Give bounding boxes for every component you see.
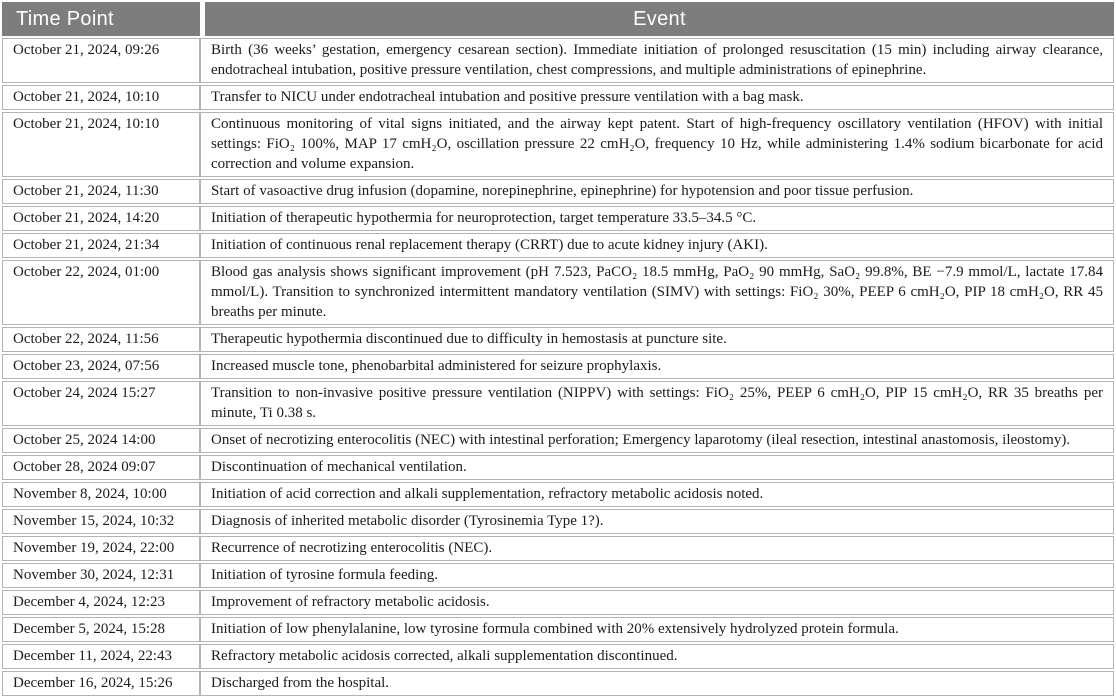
table-row <box>2 85 1114 110</box>
table-row <box>2 179 1114 204</box>
event-cell: Birth (36 weeks’ gestation, emergency cesarean section). Immediate initiation of prolonged resuscitation (15 min) including airway clearance, endotracheal intubation, positive pressure ventilation, chest compressions, and multiple administrations of epinephrine. <box>200 38 1114 83</box>
time-point-cell: October 21, 2024, 14:20 <box>2 206 200 231</box>
time-point-cell: November 15, 2024, 10:32 <box>2 509 200 534</box>
time-point-cell: November 30, 2024, 12:31 <box>2 563 200 588</box>
table-row <box>2 206 1114 231</box>
event-cell: Discontinuation of mechanical ventilation. <box>200 455 1114 480</box>
event-cell: Recurrence of necrotizing enterocolitis (NEC). <box>200 536 1114 561</box>
table-row <box>2 482 1114 507</box>
event-cell: Continuous monitoring of vital signs initiated, and the airway kept patent. Start of high-frequency oscillatory ventilation (HFOV) with initial settings: FiO₂ 100%, MAP 17 cmH₂O, oscillation pressure 22 cmH₂O, frequency 10 Hz, while administering 1.4% sodium bicarbonate for acid correction and volume expansion. <box>200 112 1114 177</box>
time-point-cell: December 11, 2024, 22:43 <box>2 644 200 669</box>
table-row <box>2 509 1114 534</box>
events-timeline-table <box>2 0 1114 698</box>
time-point-cell: October 23, 2024, 07:56 <box>2 354 200 379</box>
event-cell: Initiation of low phenylalanine, low tyrosine formula combined with 20% extensively hydrolyzed protein formula. <box>200 617 1114 642</box>
table-body <box>2 38 1114 696</box>
table-row <box>2 590 1114 615</box>
event-cell: Initiation of tyrosine formula feeding. <box>200 563 1114 588</box>
time-point-cell: October 28, 2024 09:07 <box>2 455 200 480</box>
event-cell: Therapeutic hypothermia discontinued due to difficulty in hemostasis at puncture site. <box>200 327 1114 352</box>
time-point-cell: October 21, 2024, 10:10 <box>2 85 200 110</box>
table-row <box>2 617 1114 642</box>
table-row <box>2 644 1114 669</box>
event-cell: Blood gas analysis shows significant improvement (pH 7.523, PaCO₂ 18.5 mmHg, PaO₂ 90 mmHg, SaO₂ 99.8%, BE −7.9 mmol/L, lactate 17.84 mmol/L). Transition to synchronized intermittent mandatory ventilation (SIMV) with settings: FiO₂ 30%, PEEP 6 cmH₂O, PIP 18 cmH₂O, RR 45 breaths per minute. <box>200 260 1114 325</box>
table-row <box>2 112 1114 177</box>
event-cell: Initiation of continuous renal replacement therapy (CRRT) due to acute kidney injury (AKI). <box>200 233 1114 258</box>
time-point-cell: December 4, 2024, 12:23 <box>2 590 200 615</box>
event-cell: Discharged from the hospital. <box>200 671 1114 696</box>
table-row <box>2 428 1114 453</box>
table-row <box>2 233 1114 258</box>
event-cell: Initiation of acid correction and alkali supplementation, refractory metabolic acidosis noted. <box>200 482 1114 507</box>
event-cell: Improvement of refractory metabolic acidosis. <box>200 590 1114 615</box>
time-point-cell: November 19, 2024, 22:00 <box>2 536 200 561</box>
time-point-cell: October 21, 2024, 11:30 <box>2 179 200 204</box>
time-point-cell: October 21, 2024, 10:10 <box>2 112 200 177</box>
time-point-cell: October 25, 2024 14:00 <box>2 428 200 453</box>
event-cell: Transition to non-invasive positive pressure ventilation (NIPPV) with settings: FiO₂ 25%, PEEP 6 cmH₂O, PIP 15 cmH₂O, RR 35 breaths per minute, Ti 0.38 s. <box>200 381 1114 426</box>
header-row <box>2 2 1114 36</box>
event-cell: Transfer to NICU under endotracheal intubation and positive pressure ventilation with a bag mask. <box>200 85 1114 110</box>
event-cell: Refractory metabolic acidosis corrected, alkali supplementation discontinued. <box>200 644 1114 669</box>
table-row <box>2 260 1114 325</box>
time-point-cell: November 8, 2024, 10:00 <box>2 482 200 507</box>
time-point-cell: December 16, 2024, 15:26 <box>2 671 200 696</box>
time-point-cell: December 5, 2024, 15:28 <box>2 617 200 642</box>
table-row <box>2 381 1114 426</box>
column-header-event: Event <box>200 2 1114 36</box>
table-row <box>2 38 1114 83</box>
table-row <box>2 563 1114 588</box>
table-row <box>2 327 1114 352</box>
event-cell: Initiation of therapeutic hypothermia for neuroprotection, target temperature 33.5–34.5 °C. <box>200 206 1114 231</box>
table-row <box>2 671 1114 696</box>
table-row <box>2 354 1114 379</box>
table-header <box>2 2 1114 36</box>
time-point-cell: October 22, 2024, 01:00 <box>2 260 200 325</box>
time-point-cell: October 21, 2024, 21:34 <box>2 233 200 258</box>
table-row <box>2 536 1114 561</box>
time-point-cell: October 21, 2024, 09:26 <box>2 38 200 83</box>
event-cell: Increased muscle tone, phenobarbital administered for seizure prophylaxis. <box>200 354 1114 379</box>
event-cell: Onset of necrotizing enterocolitis (NEC) with intestinal perforation; Emergency laparotomy (ileal resection, intestinal anastomosis, ileostomy). <box>200 428 1114 453</box>
time-point-cell: October 24, 2024 15:27 <box>2 381 200 426</box>
column-header-time-point: Time Point <box>2 2 200 36</box>
event-cell: Diagnosis of inherited metabolic disorder (Tyrosinemia Type 1?). <box>200 509 1114 534</box>
event-cell: Start of vasoactive drug infusion (dopamine, norepinephrine, epinephrine) for hypotension and poor tissue perfusion. <box>200 179 1114 204</box>
time-point-cell: October 22, 2024, 11:56 <box>2 327 200 352</box>
table-row <box>2 455 1114 480</box>
